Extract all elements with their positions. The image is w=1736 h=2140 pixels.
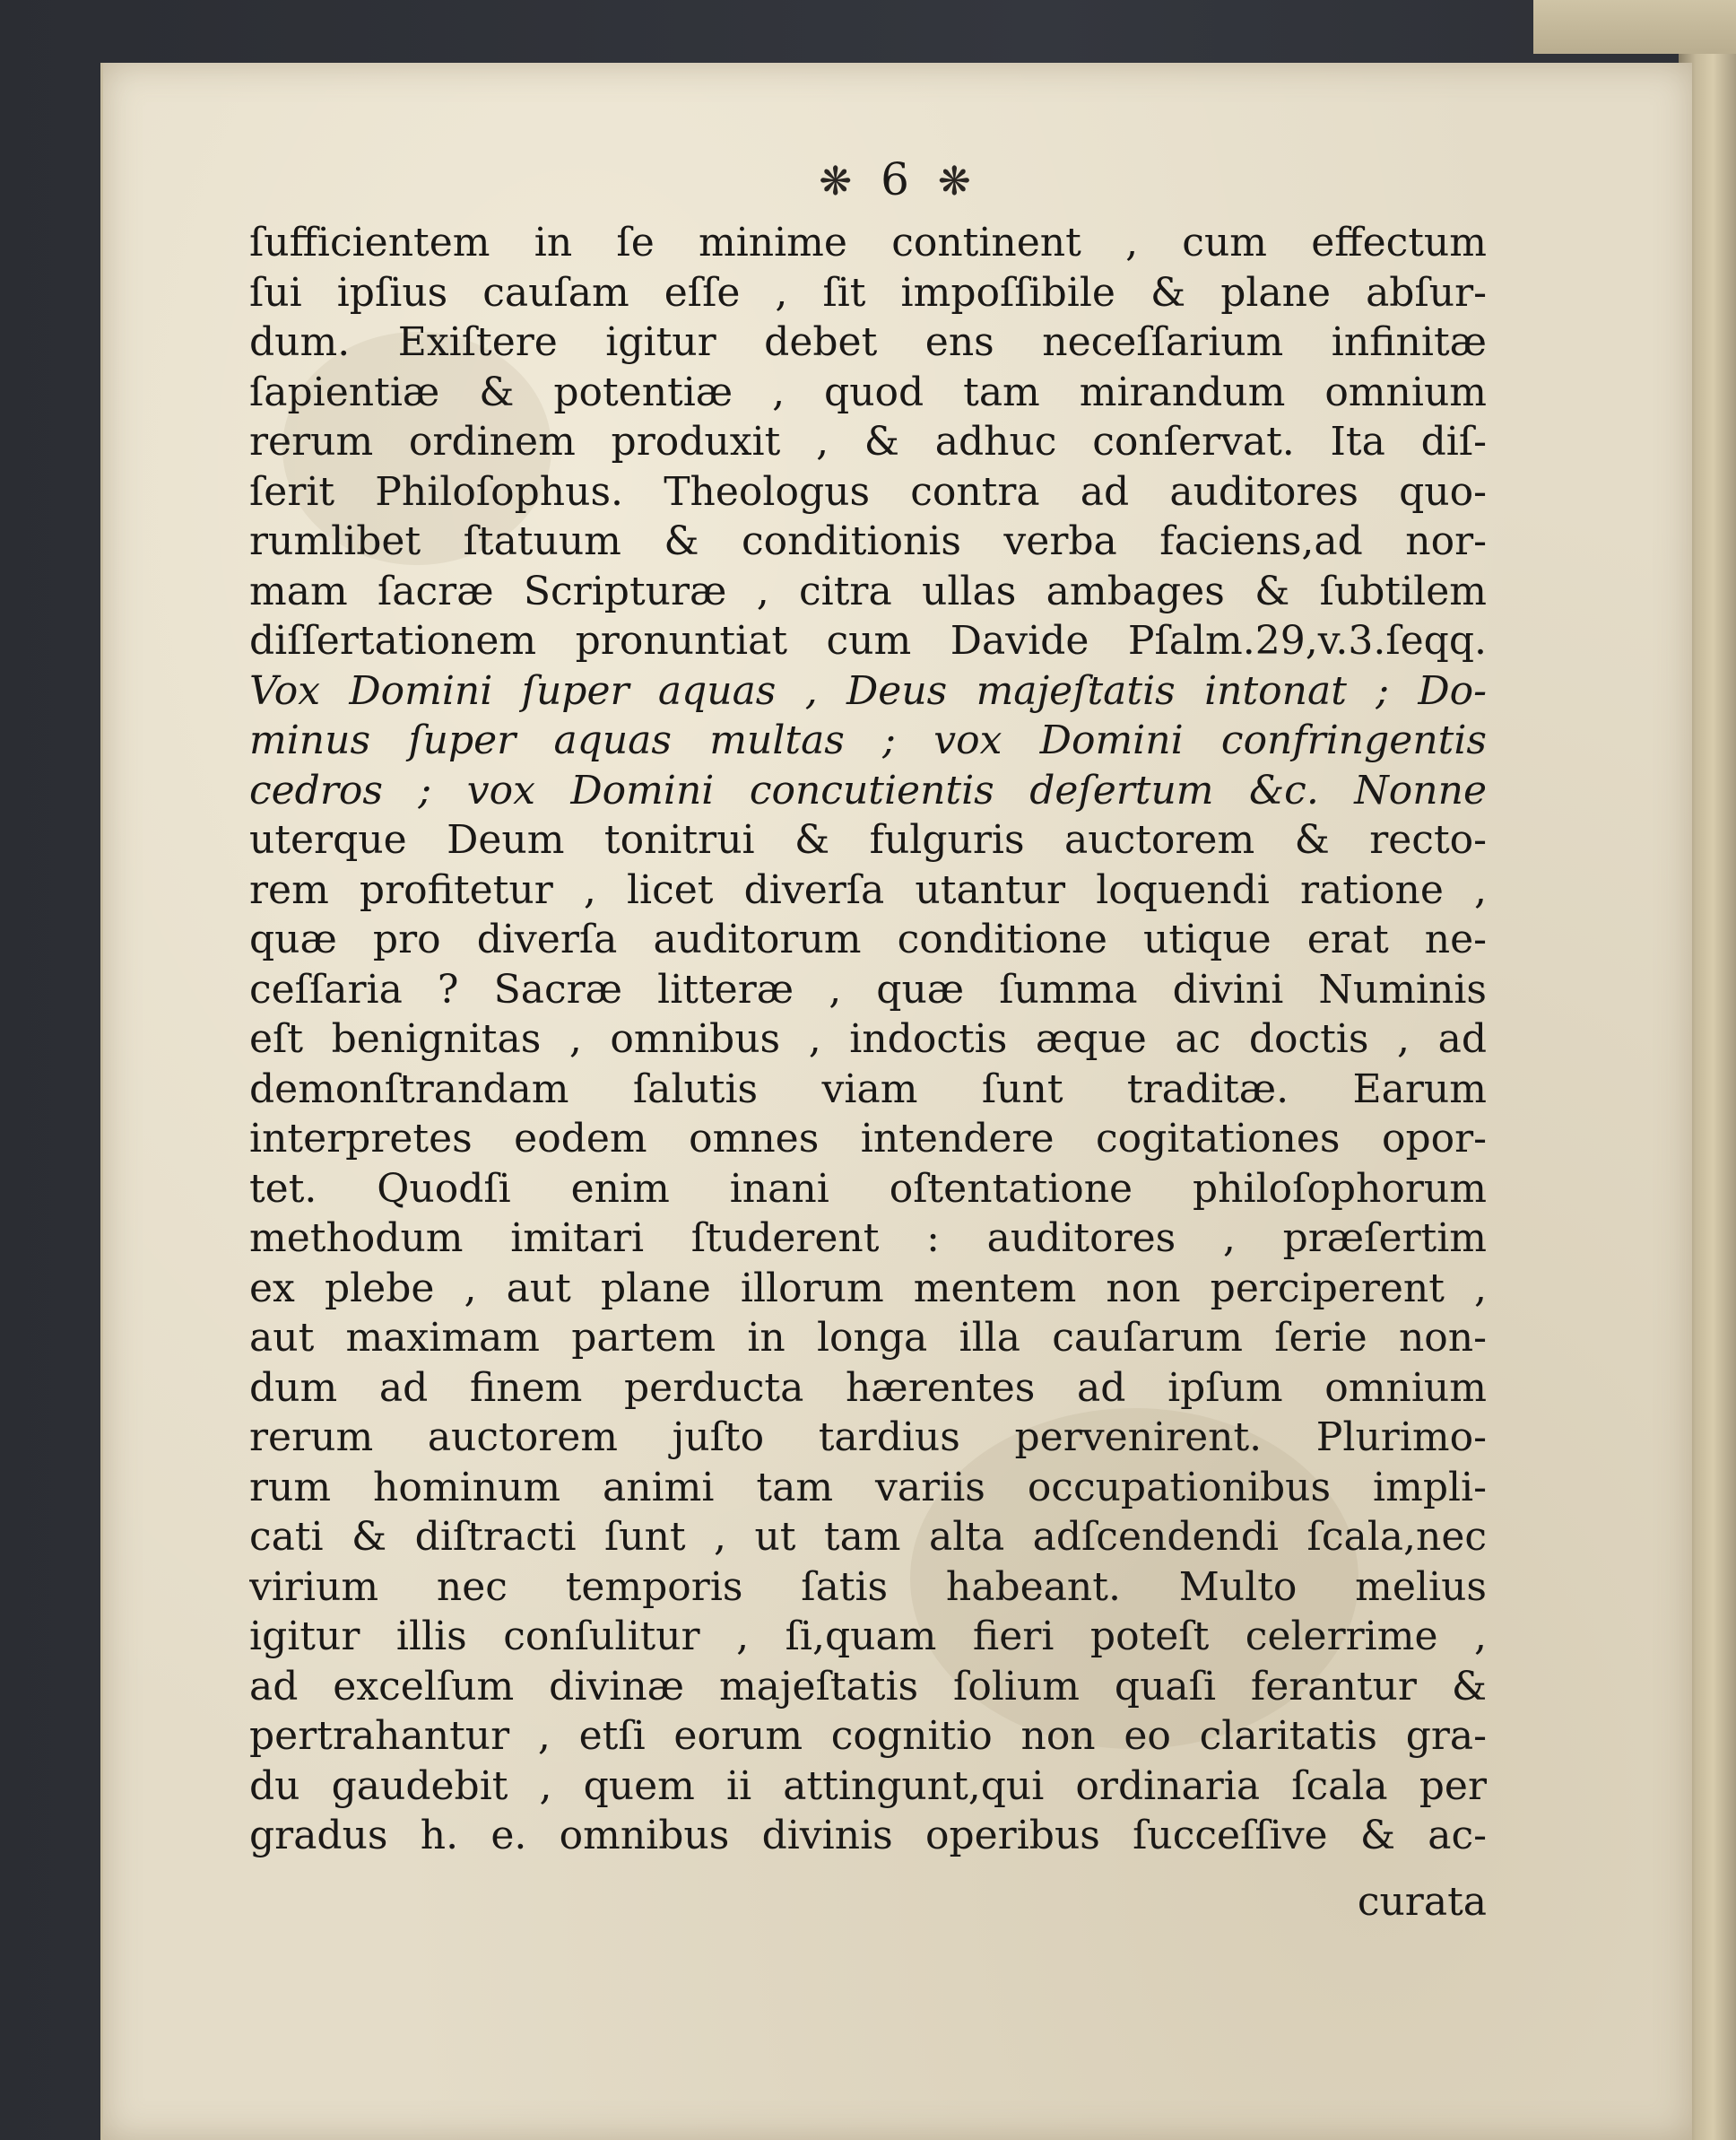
text-line: dum ad finem perducta hærentes ad ipſum omnium [249, 1364, 1487, 1411]
text-line: ad excelſum divinæ majeſtatis ſolium quaſi ferantur & [249, 1663, 1487, 1709]
ornament-right-icon: ❋ [937, 159, 976, 204]
page-header [103, 152, 1692, 206]
text-line: rum hominum animi tam variis occupationibus impli- [249, 1464, 1487, 1510]
text-line: aut maximam partem in longa illa cauſarum ſerie non- [249, 1315, 1487, 1361]
body-text [249, 218, 1487, 1861]
text-line: uterque Deum tonitrui & fulguris auctorem & recto- [249, 817, 1487, 863]
text-line: minus ſuper aquas multas ; vox Domini confringentis [249, 718, 1487, 763]
text-line: gradus h. e. omnibus divinis operibus ſucceſſive & ac- [249, 1813, 1487, 1858]
text-line: rerum ordinem produxit , & adhuc conſervat. Ita diſ- [249, 419, 1487, 465]
ornament-left-icon: ❋ [819, 159, 858, 204]
text-line: Vox Domini ſuper aquas , Deus majeſtatis intonat ; Do- [249, 667, 1487, 714]
adjacent-leaf-top [1533, 0, 1736, 54]
text-line: rem profitetur , licet diverſa utantur loquendi ratione , [249, 866, 1487, 913]
text-line: virium nec temporis ſatis habeant. Multo melius [249, 1563, 1487, 1610]
text-line: cedros ; vox Domini concutientis deſertum &c. Nonne [249, 767, 1487, 813]
text-line: du gaudebit , quem ii attingunt,qui ordinaria ſcala per [249, 1762, 1487, 1809]
text-line: ſapientiæ & potentiæ , quod tam mirandum omnium [249, 369, 1487, 415]
text-line: demonſtrandam ſalutis viam ſunt traditæ. Earum [249, 1066, 1487, 1112]
text-line: diſſertationem pronuntiat cum Davide Pſalm.29,v.3.ſeqq. [249, 618, 1487, 664]
text-line: quæ pro diverſa auditorum conditione utique erat ne- [249, 917, 1487, 962]
page-number: 6 [881, 153, 915, 205]
text-line: tet. Quodſi enim inani oſtentatione philoſophorum [249, 1165, 1487, 1212]
text-line: rumlibet ſtatuum & conditionis verba faciens,ad nor- [249, 518, 1487, 564]
text-line: ceſſaria ? Sacræ litteræ , quæ ſumma divini Numinis [249, 966, 1487, 1013]
text-line: ex plebe , aut plane illorum mentem non perciperent , [249, 1265, 1487, 1311]
text-line: methodum imitari ſtuderent : auditores , præſertim [249, 1215, 1487, 1261]
text-line: interpretes eodem omnes intendere cogitationes opor- [249, 1116, 1487, 1161]
text-line: rerum auctorem juſto tardius pervenirent. Plurimo- [249, 1414, 1487, 1460]
text-line: dum. Exiſtere igitur debet ens neceſſarium infinitæ [249, 319, 1487, 365]
text-line: ſui ipſius cauſam eſſe , ſit impoſſibile & plane abſur- [249, 269, 1487, 316]
text-line: pertrahantur , etſi eorum cognitio non eo claritatis gra- [249, 1713, 1487, 1759]
catchword: curata [1357, 1879, 1487, 1925]
text-line: cati & diſtracti ſunt , ut tam alta adſcendendi ſcala,nec [249, 1514, 1487, 1560]
text-line: mam ſacræ Scripturæ , citra ullas ambages & ſubtilem [249, 568, 1487, 614]
text-line: ſerit Philoſophus. Theologus contra ad auditores quo- [249, 468, 1487, 515]
text-line: eſt benignitas , omnibus , indoctis æque ac doctis , ad [249, 1016, 1487, 1062]
text-line: igitur illis conſulitur , ſi,quam fieri poteſt celerrime , [249, 1614, 1487, 1659]
text-line: ſufficientem in ſe minime continent , cum effectum [249, 220, 1487, 265]
